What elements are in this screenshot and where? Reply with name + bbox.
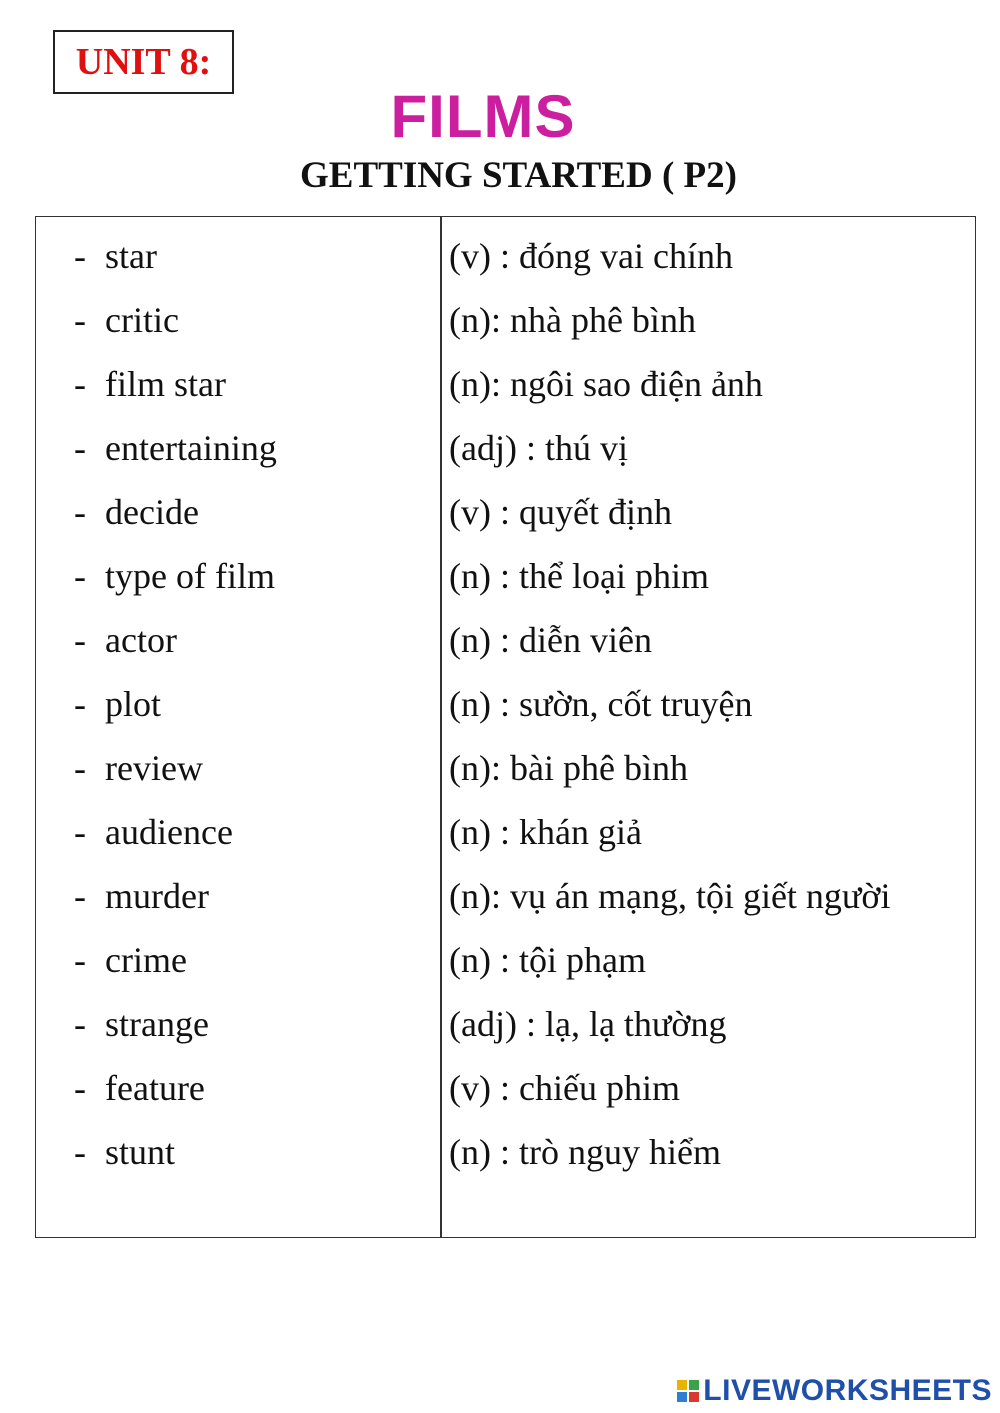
- list-dash: -: [74, 428, 86, 468]
- list-dash: -: [74, 684, 86, 724]
- vocab-meaning: (adj) : lạ, lạ thường: [449, 1004, 727, 1044]
- vocab-word-row: [74, 551, 434, 615]
- page-subtitle: GETTING STARTED ( P2): [300, 155, 737, 196]
- vocab-word-row: [74, 999, 434, 1063]
- vocab-meaning: (n) : diễn viên: [449, 620, 652, 660]
- vocab-word: murder: [105, 876, 209, 916]
- vocab-word: plot: [105, 684, 162, 724]
- logo-text: LIVEWORKSHEETS: [703, 1374, 992, 1407]
- vocab-word: type of film: [105, 556, 275, 596]
- vocab-word: review: [105, 748, 203, 788]
- meanings-column: [449, 231, 969, 1191]
- list-dash: -: [74, 236, 86, 276]
- vocab-word: critic: [105, 300, 179, 340]
- vocab-meaning: (n) : trò nguy hiểm: [449, 1132, 721, 1172]
- vocab-word-row: [74, 231, 434, 295]
- vocab-meaning: (n) : tội phạm: [449, 940, 646, 980]
- vocab-word: entertaining: [105, 428, 277, 468]
- vocab-word-row: [74, 423, 434, 487]
- page-title: FILMS: [390, 83, 576, 150]
- vocab-word: decide: [105, 492, 199, 532]
- list-dash: -: [74, 812, 86, 852]
- liveworksheets-logo: [677, 1374, 992, 1408]
- vocab-word-row: [74, 807, 434, 871]
- vocab-meaning: (v) : đóng vai chính: [449, 236, 733, 276]
- vocab-meaning: (n): ngôi sao điện ảnh: [449, 364, 763, 404]
- vocab-word: stunt: [105, 1132, 176, 1172]
- list-dash: -: [74, 300, 86, 340]
- list-dash: -: [74, 1004, 86, 1044]
- vocab-meaning: (n): nhà phê bình: [449, 300, 696, 340]
- column-divider: [440, 217, 442, 1237]
- vocab-word-row: [74, 743, 434, 807]
- list-dash: -: [74, 1068, 86, 1108]
- vocab-word: film star: [105, 364, 226, 404]
- vocabulary-table: [35, 216, 976, 1238]
- words-column: [74, 231, 434, 1191]
- vocab-word-row: [74, 1127, 434, 1191]
- vocab-meaning: (n) : thể loại phim: [449, 556, 709, 596]
- list-dash: -: [74, 748, 86, 788]
- vocab-meaning: (n): vụ án mạng, tội giết người: [449, 876, 891, 916]
- unit-label: UNIT 8:: [53, 30, 234, 94]
- liveworksheets-logo-icon: [677, 1378, 701, 1404]
- vocab-word: actor: [105, 620, 177, 660]
- vocab-word-row: [74, 295, 434, 359]
- vocab-word-row: [74, 1063, 434, 1127]
- vocab-word-row: [74, 871, 434, 935]
- list-dash: -: [74, 492, 86, 532]
- list-dash: -: [74, 876, 86, 916]
- list-dash: -: [74, 364, 86, 404]
- list-dash: -: [74, 556, 86, 596]
- vocab-meaning: (adj) : thú vị: [449, 428, 628, 468]
- vocab-word-row: [74, 359, 434, 423]
- vocab-word: strange: [105, 1004, 209, 1044]
- vocab-word-row: [74, 935, 434, 999]
- vocab-word-row: [74, 487, 434, 551]
- vocab-word: feature: [105, 1068, 205, 1108]
- vocab-meaning: (n) : khán giả: [449, 812, 642, 852]
- vocab-meaning: (n): bài phê bình: [449, 748, 688, 788]
- vocab-word: audience: [105, 812, 233, 852]
- vocab-meaning: (n) : sườn, cốt truyện: [449, 684, 753, 724]
- vocab-word: star: [105, 236, 157, 276]
- vocab-word-row: [74, 615, 434, 679]
- vocab-meaning: (v) : quyết định: [449, 492, 672, 532]
- vocab-word-row: [74, 679, 434, 743]
- list-dash: -: [74, 1132, 86, 1172]
- list-dash: -: [74, 620, 86, 660]
- vocab-meaning: (v) : chiếu phim: [449, 1068, 680, 1108]
- vocab-word: crime: [105, 940, 187, 980]
- list-dash: -: [74, 940, 86, 980]
